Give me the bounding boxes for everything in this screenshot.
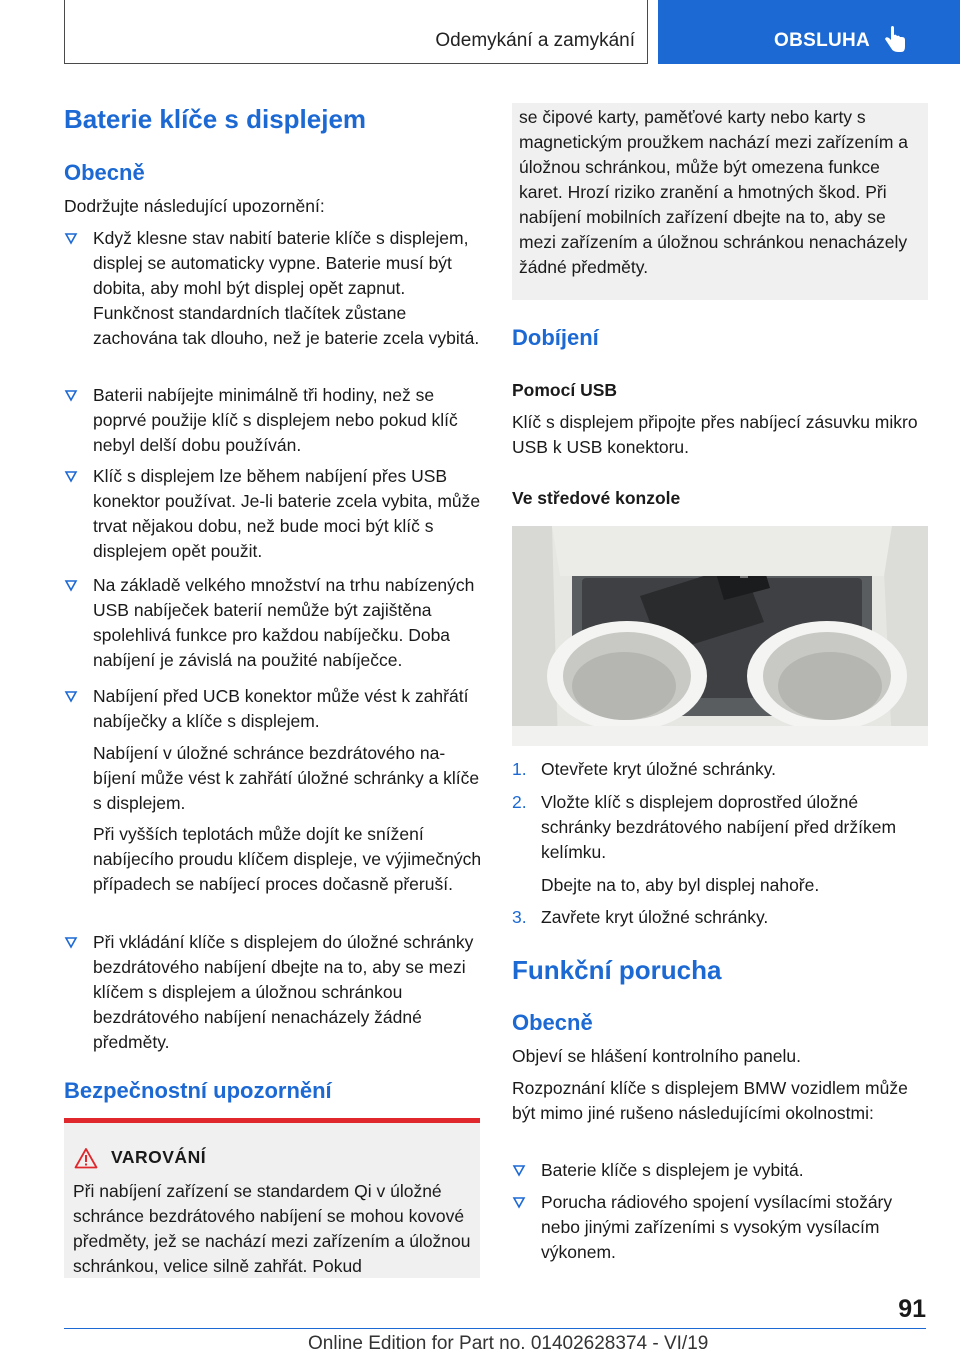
section-heading-safety: Bezpečnostní upozornění <box>64 1078 332 1103</box>
page-title: Baterie klíče s displejem <box>64 104 367 134</box>
triangle-bullet-icon <box>64 935 78 949</box>
list-item-text: Baterii nabíjejte minimálně tři hodiny, než se poprvé použije klíč s displejem nebo pokud klíč nebyl delší dobu používán. <box>93 385 458 455</box>
section-heading-general-2: Obecně <box>512 1010 593 1035</box>
triangle-bullet-icon <box>64 578 78 592</box>
step-number: 2. <box>512 792 527 812</box>
warning-text: Při nabíjení zařízení se standardem Qi v úložné schránce bezdrátového nabíjení se mohou kovové předměty, jež se nachází mezi zařízením a úložnou schránkou, velice silně zahřát. Pokud <box>73 1181 471 1276</box>
subheading-usb: Pomocí USB <box>512 380 618 400</box>
list-item <box>64 464 482 564</box>
intro-text: Dodržujte následující upozornění: <box>64 196 325 216</box>
malfunction-text-2: Rozpoznání klíče s displejem BMW vozidlem může být mimo jiné rušeno následujícími okolnostmi: <box>512 1078 908 1123</box>
step-number: 1. <box>512 759 527 779</box>
warning-box-continued <box>512 103 928 300</box>
section-title-malfunction: Funkční porucha <box>512 955 722 985</box>
chapter-tab[interactable] <box>658 0 960 64</box>
header-section-title: Odemykání a zamykání <box>435 30 635 51</box>
triangle-bullet-icon <box>64 231 78 245</box>
section-heading-charging: Dobíjení <box>512 325 599 350</box>
list-item <box>64 226 482 351</box>
step-note-text: Dbejte na to, aby byl displej nahoře. <box>541 875 820 895</box>
section-heading-general: Obecně <box>64 160 145 185</box>
list-item <box>64 684 482 734</box>
step-note <box>512 873 928 898</box>
step-number: 3. <box>512 907 527 927</box>
step-item <box>512 790 928 865</box>
list-item <box>512 1190 928 1265</box>
list-item-text: Baterie klíče s displejem je vybitá. <box>541 1160 804 1180</box>
warning-box <box>64 1118 480 1278</box>
step-item <box>512 757 928 782</box>
list-item-text: Porucha rádiového spojení vysílacími stožáry nebo jinými zařízeními s vysokým vysílacím výkonem. <box>541 1192 893 1262</box>
usb-text: Klíč s displejem připojte přes nabíjecí zásuvku mikro USB k USB konektoru. <box>512 412 918 457</box>
malfunction-text-1: Objeví se hlášení kontrolního panelu. <box>512 1046 801 1066</box>
subheading-console: Ve středové konzole <box>512 488 681 508</box>
triangle-bullet-icon <box>64 469 78 483</box>
triangle-bullet-icon <box>64 388 78 402</box>
page-number: 91 <box>898 1295 926 1323</box>
list-item-text: Nabíjení před UCB konektor může vést k zahřátí nabíječky a klíče s displejem. <box>93 686 469 731</box>
step-text: Otevřete kryt úložné schránky. <box>541 759 777 779</box>
list-item-text: Při vkládání klíče s displejem do úložné schránky bezdrátového nabíjení dbejte na to, aby se mezi klíčem s displejem a úložnou schránkou bezdrátového nabíjení nenacházely žádné předměty. <box>93 932 474 1052</box>
footer-edition: Online Edition for Part no. 01402628374 - VI/19 <box>308 1333 709 1354</box>
warning-triangle-icon <box>74 1147 98 1169</box>
list-item <box>64 930 482 1055</box>
list-item-text: Na základě velkého množství na trhu nabízených USB nabíječek baterií nemůže být zajištěna spolehlivá funkce pro každou nabíječku. Doba nabíjení je závislá na použité nabíječce. <box>93 575 475 670</box>
step-text: Zavřete kryt úložné schránky. <box>541 907 769 927</box>
step-item <box>512 905 928 930</box>
step-text: Vložte klíč s displejem doprostřed úložné schránky bezdrátového nabíjení před držíkem kelímku. <box>541 792 897 862</box>
header-section-box <box>64 0 648 64</box>
triangle-bullet-icon <box>512 1163 526 1177</box>
triangle-bullet-icon <box>512 1195 526 1209</box>
warning-title: VAROVÁNÍ <box>111 1147 207 1167</box>
footer-divider <box>64 1328 926 1329</box>
list-item-text: Klíč s displejem lze během nabíjení přes USB konektor používat. Je-li baterie zcela vybita, může trvat nějakou dobu, než bude moci být klíč s displejem opět použit. <box>93 466 481 561</box>
sub-paragraph: Nabíjení v úložné schránce bezdrátového nabíjení může vést k zahřátí úložné schránky a klíče s displejem. <box>93 743 480 813</box>
sub-paragraph: Při vyšších teplotách může dojít ke snížení nabíjecího proudu klíčem displeje, ve výjimečných případech se nabíjecí proces dočasně přeruší. <box>93 824 482 894</box>
list-item <box>64 573 482 673</box>
list-item-text: Když klesne stav nabití baterie klíče s displejem, displej se automaticky vypne. Baterie musí být dobita, aby mohl být displej opět zapnut. Funkčnost standardních tlačítek zůstane zachována tak dlouho, než je baterie zcela vybitá. <box>93 228 480 348</box>
list-item <box>64 383 482 458</box>
console-charging-tray-image <box>512 526 928 746</box>
hand-pointer-icon <box>882 26 908 54</box>
warning-text-continued: se čipové karty, paměťové karty nebo karty s magnetickým proužkem nachází mezi zařízením a úložnou schránkou, může být omezena funkce karet. Hrozí riziko zranění a hmotných škod. Při nabíjení mobilních zařízení dbejte na to, aby se mezi zařízením a úložnou schránkou nenacházely žádné předměty. <box>519 107 909 277</box>
list-item <box>512 1158 928 1183</box>
triangle-bullet-icon <box>64 689 78 703</box>
console-illustration <box>512 526 928 746</box>
chapter-tab-label: OBSLUHA <box>774 30 871 51</box>
